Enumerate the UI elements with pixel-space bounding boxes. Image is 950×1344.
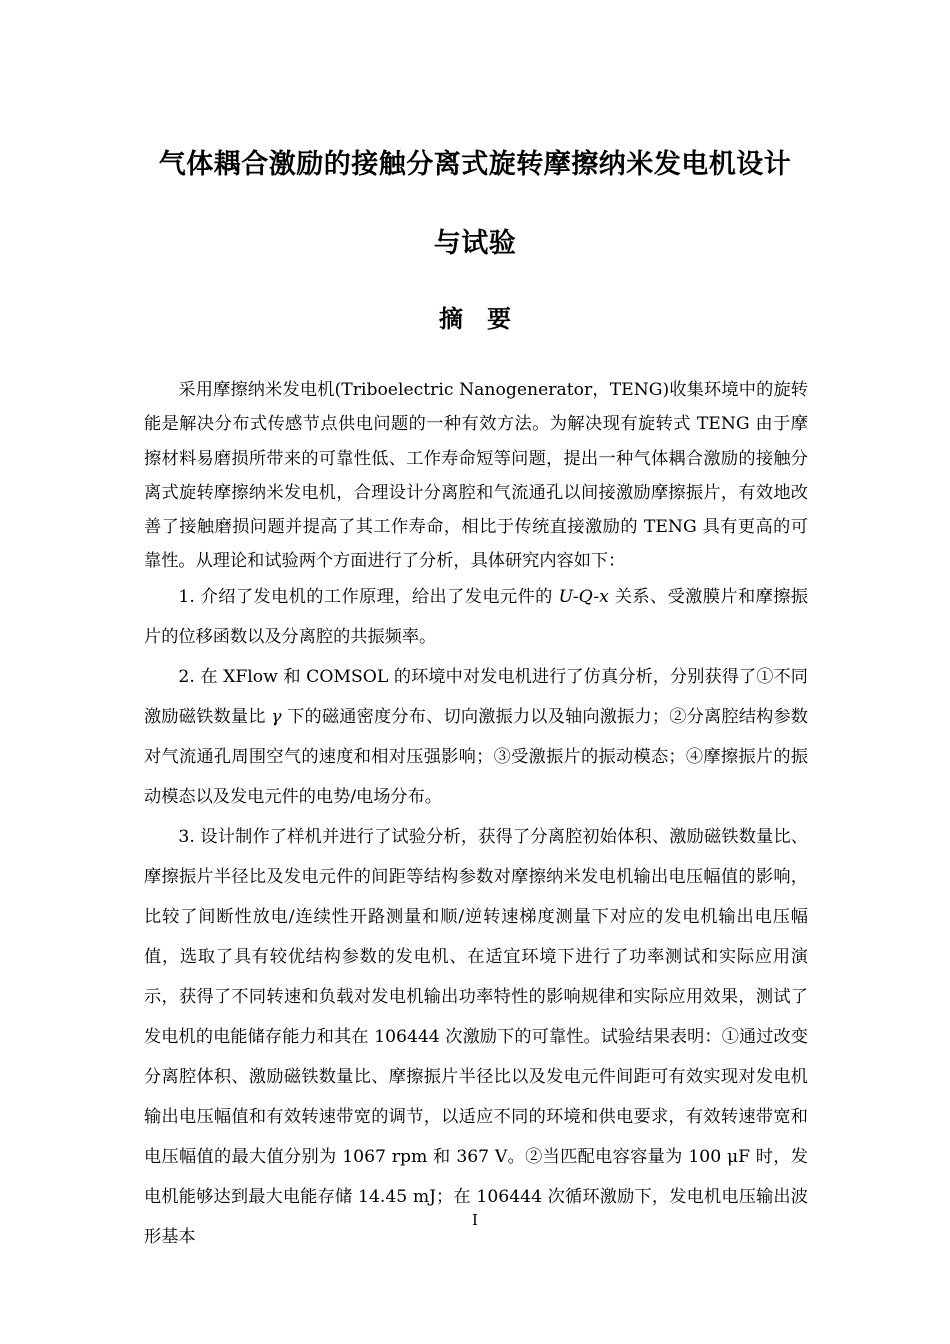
abstract-body (144, 373, 808, 1257)
item1-symbol: U-Q-x (558, 586, 609, 607)
title-line-2: 与试验 (433, 228, 517, 259)
item1-text-before: 1. 介绍了发电机的工作原理，给出了发电元件的 (178, 586, 559, 607)
list-item-3: 3. 设计制作了样机并进行了试验分析，获得了分离腔初始体积、激励磁铁数量比、摩擦振片半径比及发电元件的间距等结构参数对摩擦纳米发电机输出电压幅值的影响，比较了间断性放电/连续性开路测量和顺/逆转速梯度测量下对应的发电机输出电压幅值，选取了具有较优结构参数的发电机、在适宜环境下进行了功率测试和实际应用演示，获得了不同转速和负载对发电机输出功率特性的影响规律和实际应用效果，测试了发电机的电能储存能力和其在 106444 次激励下的可靠性。试验结果表明：①通过改变分离腔体积、激励磁铁数量比、摩擦振片半径比以及发电元件间距可有效实现对发电机输出电压幅值和有效转速带宽的调节，以适应不同的环境和供电要求，有效转速带宽和电压幅值的最大值分别为 1067 rpm 和 367 V。②当匹配电容容量为 100 μF 时，发电机能够达到最大电能存储 14.45 mJ；在 106444 次循环激励下，发电机电压输出波形基本 (144, 826, 808, 1247)
abstract-heading: 摘要 (439, 305, 535, 333)
item1-text-after: 关系、受激膜片和摩擦振片的位移函数以及分离腔的共振频率。 (144, 586, 808, 647)
item2-symbol: γ (271, 706, 282, 727)
list-item-2 (144, 657, 808, 817)
list-item-1 (144, 577, 808, 657)
page-number: I (472, 1211, 478, 1229)
item2-text-after: 下的磁通密度分布、切向激振力以及轴向激振力；②分离腔结构参数对气流通孔周围空气的速度和相对压强影响；③受激振片的振动模态；④摩擦振片的振动模态以及发电元件的电势/电场分布。 (144, 706, 808, 807)
item2-text-before: 2. 在 XFlow 和 COMSOL 的环境中对发电机进行了仿真分析，分别获得了①不同激励磁铁数量比 (144, 666, 808, 727)
intro-paragraph: 采用摩擦纳米发电机(Triboelectric Nanogenerator，TENG)收集环境中的旋转能是解决分布式传感节点供电问题的一种有效方法。为解决现有旋转式 TENG 由于摩擦材料易磨损所带来的可靠性低、工作寿命短等问题，提出一种气体耦合激励的接触分离式旋转摩擦纳米发电机，合理设计分离腔和气流通孔以间接激励摩擦振片，有效地改善了接触磨损问题并提高了其工作寿命，相比于传统直接激励的 TENG 具有更高的可靠性。从理论和试验两个方面进行了分析，具体研究内容如下： (144, 380, 808, 572)
title-line-1: 气体耦合激励的接触分离式旋转摩擦纳米发电机设计 (158, 149, 792, 180)
